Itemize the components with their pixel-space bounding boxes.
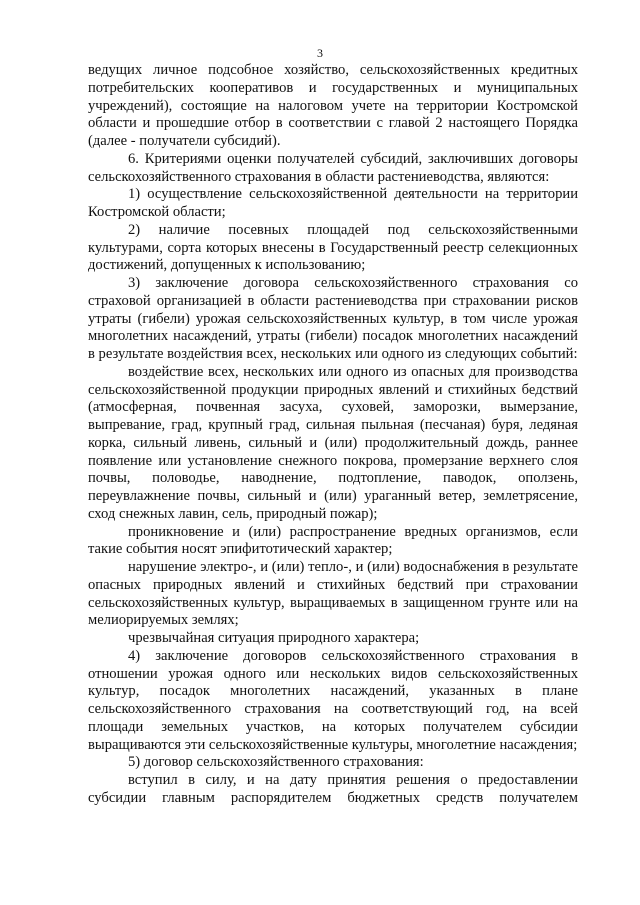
page-number: 3 — [317, 46, 323, 60]
paragraph-criterion-3: 3) заключение договора сельскохозяйственного страхования со страховой организацией в области растениеводства при страховании рисков утраты (гибели) урожая сельскохозяйственных культур, в том числе урожая многолетних насаждений, утраты (гибели) посадок многолетних насаждений в результате воздействия всех, нескольких или одного из следующих событий: — [88, 275, 578, 362]
paragraph-criterion-5-detail: вступил в силу, и на дату принятия решения о предоставлении субсидии главным распорядителем бюджетных средств получателем — [88, 772, 578, 806]
paragraph-criterion-2: 2) наличие посевных площадей под сельскохозяйственными культурами, сорта которых внесены в Государственный реестр селекционных достижений, допущенных к использованию; — [88, 221, 578, 274]
paragraph-continuation: ведущих личное подсобное хозяйство, сельскохозяйственных кредитных потребительских кооперативов и государственных и муниципальных учреждений), состоящие на налоговом учете на территории Костромской области и прошедшие отбор в соответствии с главой 2 настоящего Порядка (далее - получатели субсидий). — [88, 62, 578, 149]
paragraph-criterion-5: 5) договор сельскохозяйственного страхования: — [128, 754, 424, 771]
paragraph-event-emergency: чрезвычайная ситуация природного характера; — [128, 630, 420, 646]
document-body — [88, 62, 578, 808]
paragraph-event-utility-failure: нарушение электро-, и (или) тепло-, и (или) водоснабжения в результате опасных природных явлений и стихийных бедствий при страховании сельскохозяйственных культур, выращиваемых в защищенном грунте или на мелиорируемых землях; — [88, 559, 578, 629]
paragraph-event-natural-hazards: воздействие всех, нескольких или одного из опасных для производства сельскохозяйственной продукции природных явлений и стихийных бедствий (атмосферная, почвенная засуха, суховей, заморозки, вымерзание, выпревание, град, крупный град, сильная пыльная (песчаная) буря, ледяная корка, сильный ливень, сильный и (или) продолжительный дождь, раннее появление или установление снежного покрова, промерзание верхнего слоя почвы, половодье, наводнение, подтопление, паводок, оползень, переувлажнение почвы, сильный и (или) ураганный ветер, землетрясение, сход снежных лавин, сель, природный пожар); — [88, 363, 578, 522]
paragraph-criterion-4: 4) заключение договоров сельскохозяйственного страхования в отношении урожая одного или нескольких видов сельскохозяйственных культур, посадок многолетних насаждений, указанных в плане сельскохозяйственного страхования на соответствующий год, на всей площади земельных участков, на которых получателем субсидии выращиваются эти сельскохозяйственные культуры, многолетние насаждения; — [88, 647, 578, 753]
paragraph-item-6: 6. Критериями оценки получателей субсидий, заключивших договоры сельскохозяйственного страхования в области растениеводства, являются: — [88, 150, 578, 185]
paragraph-event-pests: проникновение и (или) распространение вредных организмов, если такие события носят эпифитотический характер; — [88, 523, 578, 558]
paragraph-criterion-1: 1) осуществление сельскохозяйственной деятельности на территории Костромской области; — [88, 186, 578, 220]
